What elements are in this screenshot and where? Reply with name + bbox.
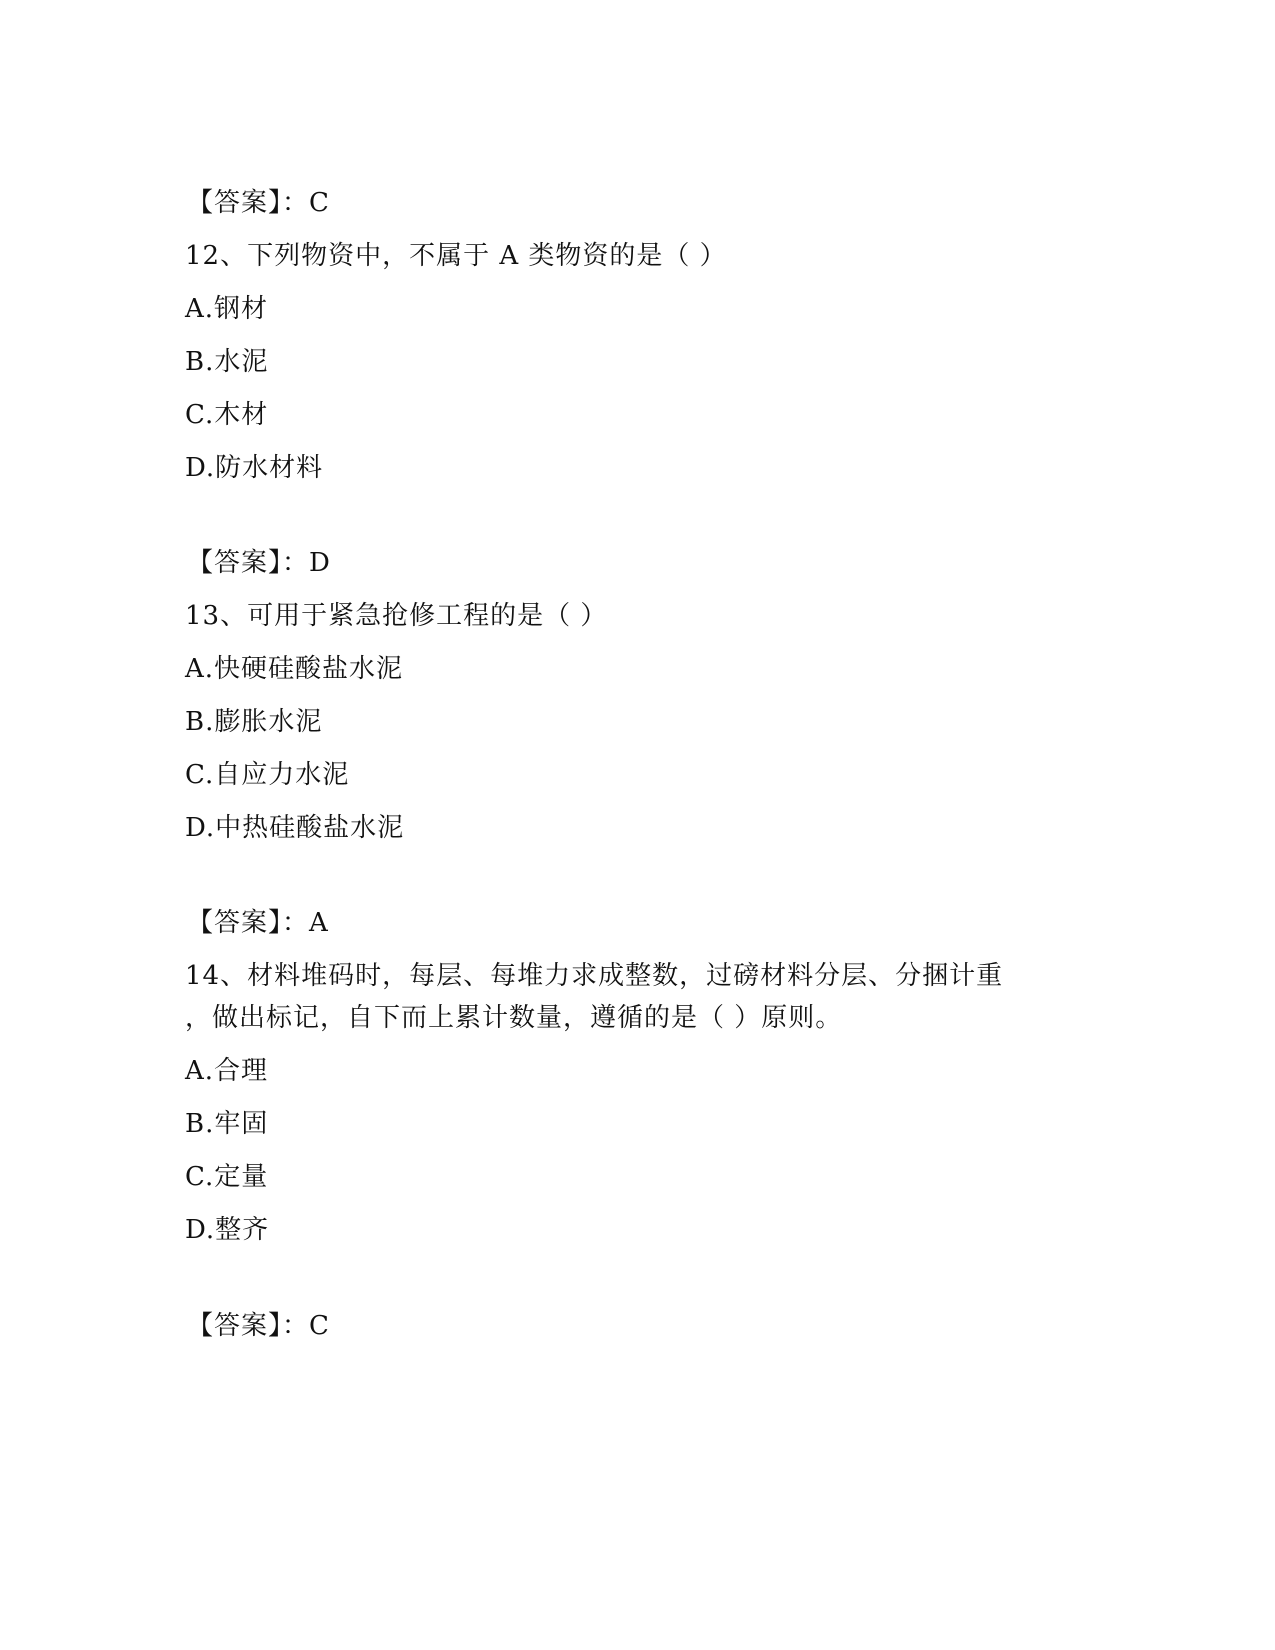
question-12-option-b: B.水泥 xyxy=(185,347,269,377)
question-13: 13、可用于紧急抢修工程的是（ ） xyxy=(185,601,608,631)
question-14-line-2: ，做出标记，自下而上累计数量，遵循的是（ ）原则。 xyxy=(185,1003,843,1033)
question-13-option-c: C.自应力水泥 xyxy=(185,760,350,790)
question-12-option-d: D.防水材料 xyxy=(185,453,324,483)
question-12: 12、下列物资中，不属于 A 类物资的是（ ） xyxy=(185,241,727,271)
question-12-option-a: A.钢材 xyxy=(185,294,269,324)
answer-13: 【答案】：A xyxy=(187,908,329,938)
question-14-option-c: C.定量 xyxy=(185,1162,269,1192)
question-13-option-a: A.快硬硅酸盐水泥 xyxy=(185,654,404,684)
question-14-option-b: B.牢固 xyxy=(185,1109,269,1139)
answer-previous: 【答案】：C xyxy=(187,188,330,218)
question-14-option-d: D.整齐 xyxy=(185,1215,270,1245)
question-12-option-c: C.木材 xyxy=(185,400,269,430)
question-14-option-a: A.合理 xyxy=(185,1056,269,1086)
question-13-option-b: B.膨胀水泥 xyxy=(185,707,323,737)
answer-12: 【答案】：D xyxy=(187,548,331,578)
question-14-line-1: 14、材料堆码时，每层、每堆力求成整数，过磅材料分层、分捆计重 xyxy=(185,961,1004,991)
answer-14: 【答案】：C xyxy=(187,1311,330,1341)
question-13-option-d: D.中热硅酸盐水泥 xyxy=(185,813,405,843)
